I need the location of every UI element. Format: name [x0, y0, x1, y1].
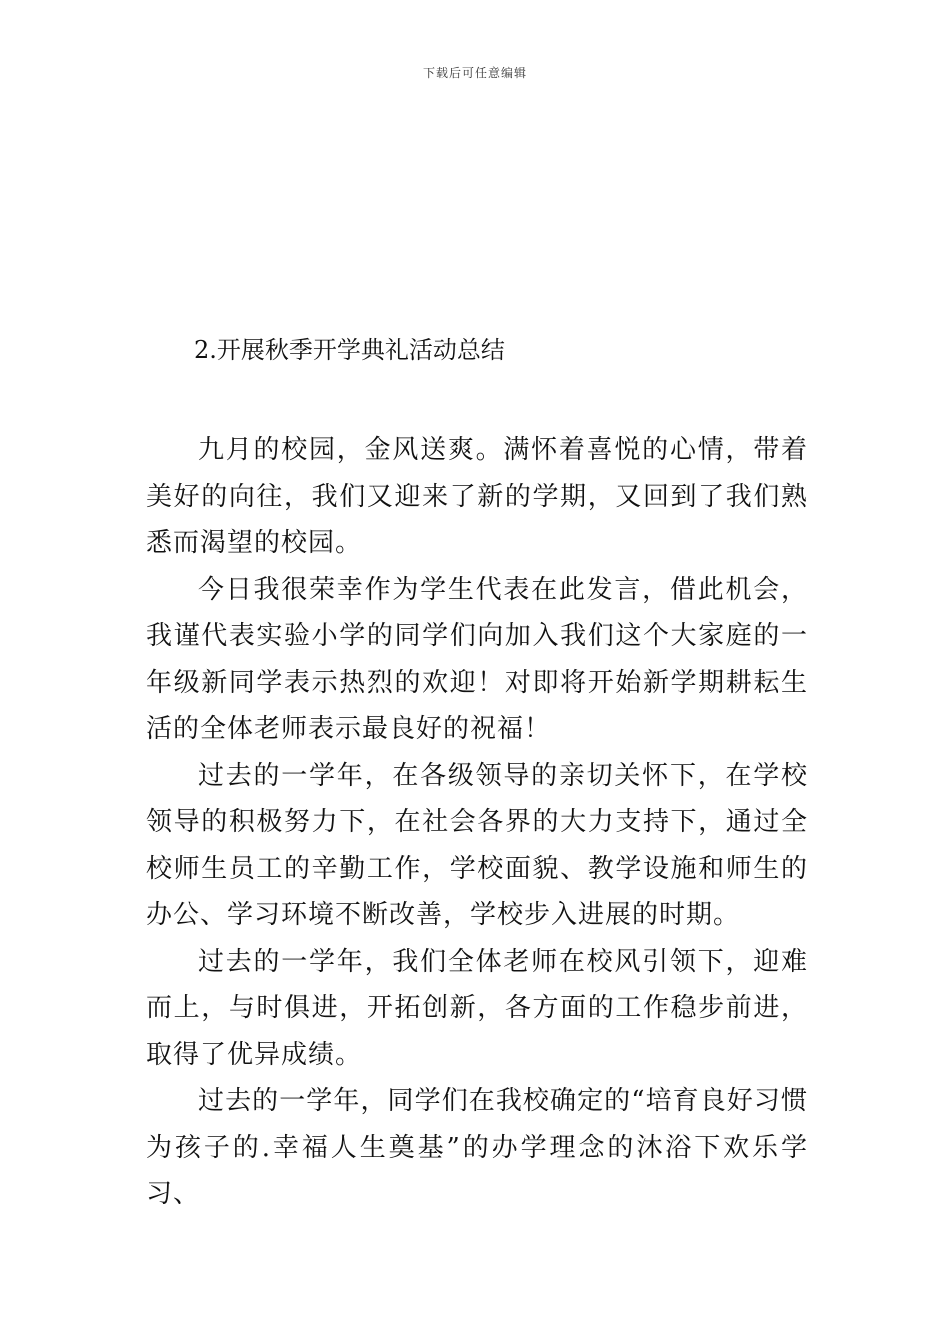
- paragraph: 过去的一学年，我们全体老师在校风引领下，迎难而上，与时俱进，开拓创新，各方面的工作稳步前进，取得了优异成绩。: [146, 946, 808, 1070]
- document-title: 2.开展秋季开学典礼活动总结: [194, 336, 505, 364]
- header-note: 下载后可任意编辑: [422, 66, 527, 80]
- paragraph: 过去的一学年，同学们在我校确定的“培育良好习惯为孩子的.幸福人生奠基”的办学理念的沐浴下欢乐学习、: [146, 1086, 808, 1209]
- paragraph: 九月的校园，金风送爽。满怀着喜悦的心情，带着美好的向往，我们又迎来了新的学期，又回到了我们熟悉而渴望的校园。: [146, 435, 808, 558]
- paragraph: 今日我很荣幸作为学生代表在此发言，借此机会，我谨代表实验小学的同学们向加入我们这个大家庭的一年级新同学表示热烈的欢迎！对即将开始新学期耕耘生活的全体老师表示最良好的祝福！: [146, 574, 808, 744]
- paragraph: 过去的一学年，在各级领导的亲切关怀下，在学校领导的积极努力下，在社会各界的大力支持下，通过全校师生员工的辛勤工作，学校面貌、教学设施和师生的办公、学习环境不断改善，学校步入进展的时期。: [146, 760, 808, 930]
- document-body: [146, 427, 808, 1218]
